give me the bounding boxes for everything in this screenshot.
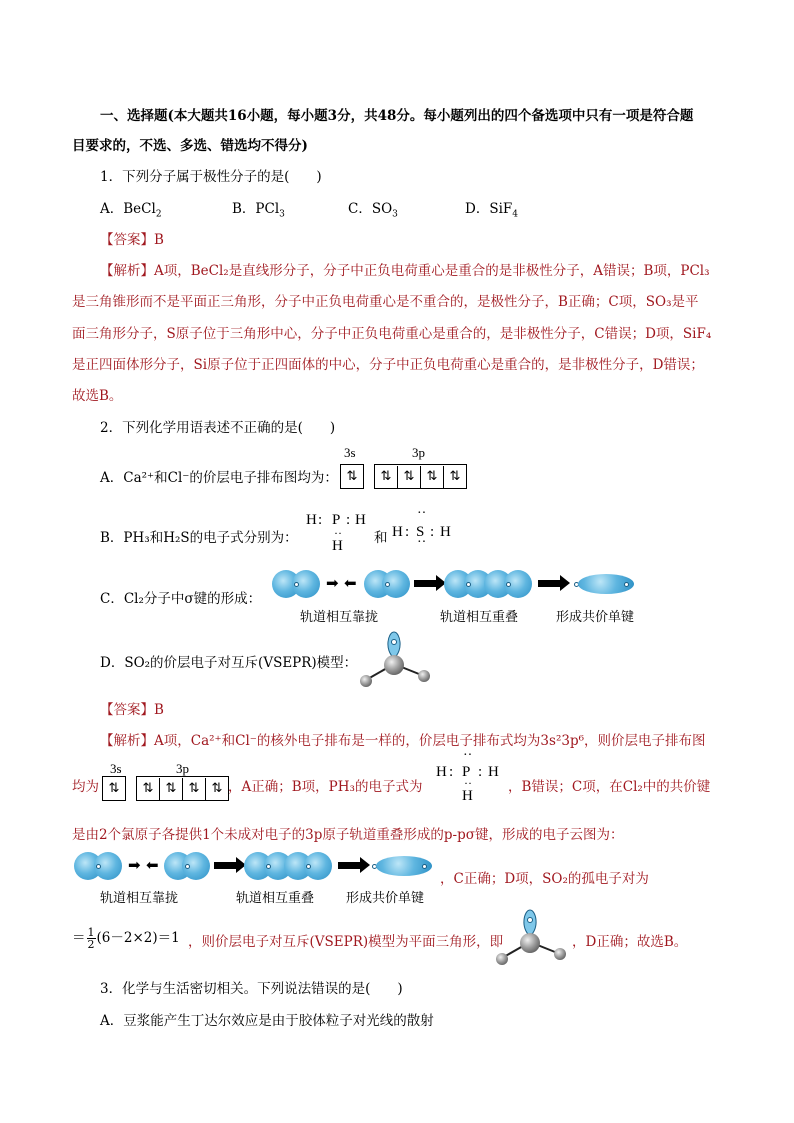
q2-stem: 2．下列化学用语表述不正确的是( ) bbox=[100, 420, 336, 436]
q2-analysis-line5-mid: ，则价层电子对互斥(VSEPR)模型为平面三角形，即 bbox=[188, 934, 504, 950]
q2-analysis-line5-end: ，D正确；故选B。 bbox=[572, 934, 688, 950]
inline-orbital-label-3p: 3p bbox=[176, 761, 189, 776]
inline-step-label-single-bond: 形成共价单键 bbox=[346, 890, 425, 905]
arrow-right-icon bbox=[338, 862, 362, 869]
step-label-single-bond: 形成共价单键 bbox=[556, 609, 635, 624]
q3-stem: 3．化学与生活密切相关。下列说法错误的是( ) bbox=[100, 981, 403, 997]
q1-analysis-line5: 故选B。 bbox=[72, 388, 123, 404]
arrow-left-icon: ⬅ bbox=[344, 576, 357, 592]
q3-option-a: A．豆浆能产生丁达尔效应是由于胶体粒子对光线的散射 bbox=[100, 1013, 434, 1029]
orbital-label-3s: 3s bbox=[344, 445, 356, 460]
arrow-right-icon bbox=[538, 580, 562, 587]
q2-analysis-line5-expr: ＝ $\frac{1}{2}$ (6－2×2)＝1 bbox=[72, 926, 180, 951]
inline-sigma-bond-diagram bbox=[74, 850, 434, 884]
q2-analysis-line2-pre: 均为 bbox=[72, 779, 99, 795]
arrow-right-icon: ➡ bbox=[326, 576, 339, 592]
inline-step-label-overlap: 轨道相互重叠 bbox=[236, 890, 315, 905]
q1-option-d: D．SiF$_4$ bbox=[465, 201, 518, 220]
q1-option-a: A．BeCl$_2$ bbox=[100, 201, 162, 220]
q2-option-a-text: A．Ca²⁺和Cl⁻的价层电子排布图均为： bbox=[100, 470, 338, 486]
inline-so2-vsepr-model bbox=[490, 906, 570, 966]
ph3-lewis-structure: H : P : H ·· H bbox=[306, 512, 366, 554]
q1-analysis-line3: 面三角形分子，S原子位于三角形中心，分子中正负电荷重心是重合的，是非极性分子，C错误；D项，SiF₄ bbox=[72, 326, 712, 342]
q1-analysis-line2: 是三角锥形而不是平面正三角形，分子中正负电荷重心是不重合的，是极性分子，B正确；C项，SO₃是平 bbox=[72, 294, 699, 310]
q2-analysis-line3: 是由2个氯原子各提供1个未成对电子的3p原子轨道重叠形成的p-pσ键，形成的电子云图为： bbox=[72, 827, 624, 843]
arrow-right-icon: ➡ bbox=[128, 858, 141, 874]
section-header-line1: 一、选择题(本大题共16小题，每小题3分，共48分。每小题列出的四个备选项中只有一项是符合题 bbox=[100, 108, 694, 124]
sigma-bond-diagram bbox=[272, 568, 632, 602]
so2-vsepr-model bbox=[354, 628, 434, 688]
inline-orbital-label-3s: 3s bbox=[110, 761, 122, 776]
q2-option-d-text: D．SO₂的价层电子对互斥(VSEPR)模型： bbox=[100, 655, 358, 671]
section-header-line2: 目要求的，不选、多选、错选均不得分) bbox=[72, 138, 308, 154]
inline-ph3-lewis-structure: H : P ·· : H ·· H bbox=[436, 748, 499, 804]
step-label-approach: 轨道相互靠拢 bbox=[300, 609, 379, 624]
q2-option-b-and: 和 bbox=[374, 530, 388, 546]
q2-option-b-text: B．PH₃和H₂S的电子式分别为： bbox=[100, 530, 298, 546]
arrow-right-icon bbox=[214, 862, 238, 869]
q1-option-c: C．$SO_3$ bbox=[348, 201, 398, 220]
q2-option-c-text: C．Cl₂分子中σ键的形成： bbox=[100, 591, 262, 607]
arrow-left-icon: ⬅ bbox=[146, 858, 159, 874]
q2-analysis-line1: 【解析】A项，Ca²⁺和Cl⁻的核外电子排布是一样的，价层电子排布式均为3s²3p⁶，则价层电子排布图 bbox=[100, 733, 706, 749]
q1-analysis-line4: 是正四面体形分子，Si原子位于正四面体的中心，分子中正负电荷重心是重合的，是非极性分子，D错误； bbox=[72, 357, 704, 373]
arrow-right-icon bbox=[414, 580, 438, 587]
q1-answer: 【答案】B bbox=[100, 232, 164, 248]
q1-analysis-line1: 【解析】A项，BeCl₂是直线形分子，分子中正负电荷重心是重合的是非极性分子，A错误；B项，PCl₃ bbox=[100, 263, 710, 279]
q1-stem: 1．下列分子属于极性分子的是( ) bbox=[100, 169, 322, 185]
inline-step-label-approach: 轨道相互靠拢 bbox=[100, 890, 179, 905]
q2-answer: 【答案】B bbox=[100, 702, 164, 718]
step-label-overlap: 轨道相互重叠 bbox=[440, 609, 519, 624]
inline-orbital-box-3p: ⇅ ⇅ ⇅ ⇅ bbox=[136, 776, 229, 801]
q2-analysis-line2-post: ，A正确；B项，PH₃的电子式为 bbox=[228, 779, 423, 795]
q2-analysis-line4-end: ，C正确；D项，SO₂的孤电子对为 bbox=[440, 871, 649, 887]
orbital-box-3s: ⇅ bbox=[340, 464, 364, 489]
orbital-box-3p: ⇅ ⇅ ⇅ ⇅ bbox=[374, 464, 467, 489]
orbital-label-3p: 3p bbox=[412, 445, 425, 460]
q2-analysis-line2-end: ，B错误；C项，在Cl₂中的共价键 bbox=[508, 779, 711, 795]
inline-orbital-box-3s: ⇅ bbox=[102, 776, 126, 801]
q1-option-b: B．PCl$_3$ bbox=[232, 201, 285, 220]
h2s-lewis-structure: H : S ·· ·· : H bbox=[392, 506, 451, 550]
